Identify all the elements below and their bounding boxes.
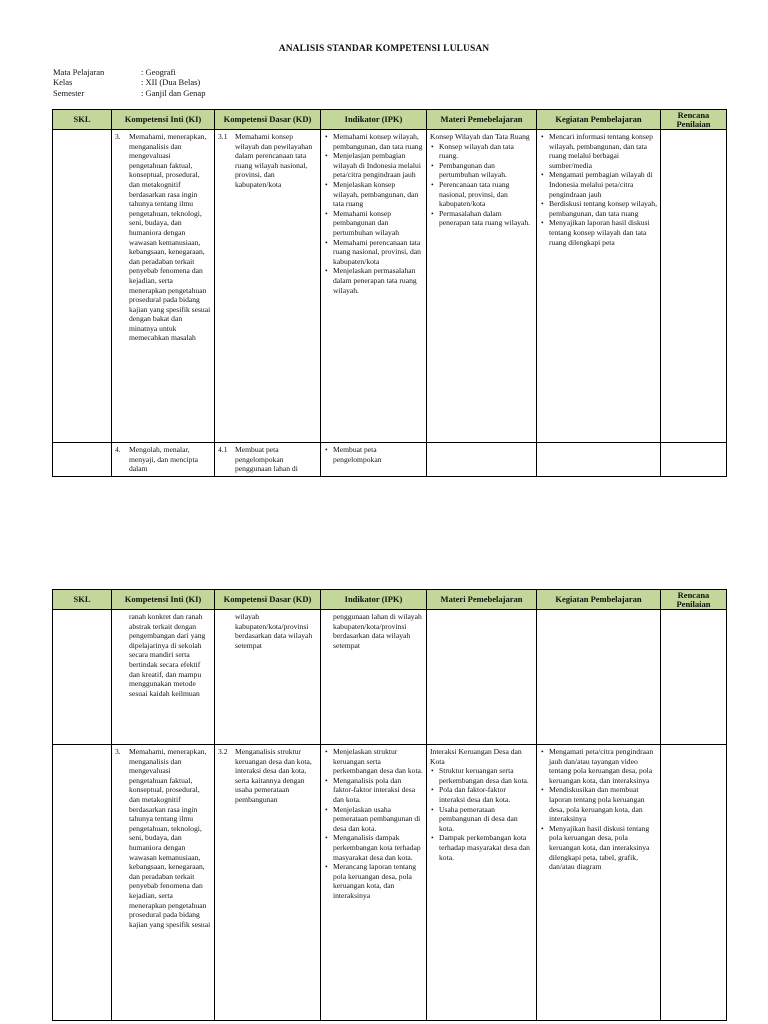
ki-cell bbox=[112, 130, 215, 443]
header-penilaian: Rencana Penilaian bbox=[661, 590, 727, 610]
header-kd: Kompetensi Dasar (KD) bbox=[215, 590, 321, 610]
kegiatan-cell bbox=[537, 130, 661, 443]
meta-value: : Ganjil dan Genap bbox=[141, 87, 206, 98]
ipk-cell bbox=[321, 610, 427, 745]
meta-label: Semester bbox=[53, 87, 85, 98]
list-item: • Menjelaskan permasalahan dalam penerapan tata ruang wilayah. bbox=[324, 266, 423, 295]
kegiatan-cell bbox=[537, 443, 661, 477]
kegiatan-cell bbox=[537, 745, 661, 1021]
ki-number: 3. bbox=[115, 132, 121, 141]
list-item: • Pembangunan dan pertumbuhan wilayah. bbox=[430, 161, 533, 180]
kd-cell bbox=[215, 443, 321, 477]
penilaian-cell bbox=[661, 130, 727, 443]
kegiatan-cell bbox=[537, 610, 661, 745]
kd-text: Memahami konsep wilayah dan pewilayahan dalam perencanaan tata ruang wilayah nasional, provinsi, dan kabupaten/kota bbox=[235, 132, 313, 189]
ki-text: Memahami, menerapkan, menganalisis dan mengevaluasi pengetahuan faktual, konseptual, prosedural, dan metakognitif berdasarkan rasa ingin tahunya tentang ilmu pengetahuan, teknologi, seni, budaya, dan humaniora dengan wawasan kemanusiaan, kebangsaan, kenegaraan, dan peradaban terkait penyebab fenomena dan kejadian, serta menerapkan pengetahuan prosedural pada bidang kajian yang spesifik sesuai dengan bakat dan minatnya untuk memecahkan masalah bbox=[129, 132, 211, 343]
ki-cell bbox=[112, 610, 215, 745]
header-materi: Materi Pemebelajaran bbox=[427, 590, 537, 610]
list-item: • Dampak perkembangan kota terhadap masyarakat desa dan kota. bbox=[430, 833, 533, 862]
materi-title: Konsep Wilayah dan Tata Ruang bbox=[430, 132, 530, 141]
header-ki: Kompetensi Inti (KI) bbox=[112, 110, 215, 130]
meta-row-subject bbox=[53, 67, 205, 77]
ipk-text: penggunaan lahan di wilayah kabupaten/kota/provinsi berdasarkan data wilayah setempat bbox=[333, 612, 422, 650]
list-item: • Menganalisis pola dan faktor-faktor interaksi desa dan kota. bbox=[324, 776, 423, 805]
ki-number: 4. bbox=[115, 445, 121, 454]
list-item: • Merancang laporan tentang pola keruangan desa, pola keruangan kota, dan interaksinya bbox=[324, 862, 423, 900]
materi-cell bbox=[427, 130, 537, 443]
penilaian-cell bbox=[661, 443, 727, 477]
materi-title: Interaksi Keruangan Desa dan Kota bbox=[430, 747, 522, 766]
table-row bbox=[53, 610, 727, 745]
skl-cell bbox=[53, 443, 112, 477]
list-item: • Menjelaskan konsep wilayah, pembangunan, dan tata ruang bbox=[324, 180, 423, 209]
list-item: • Menganalisis dampak perkembangan kota terhadap masyarakat desa dan kota. bbox=[324, 833, 423, 862]
materi-cell bbox=[427, 745, 537, 1021]
header-materi: Materi Pemebelajaran bbox=[427, 110, 537, 130]
ki-text: Memahami, menerapkan, menganalisis dan mengevaluasi pengetahuan faktual, konseptual, prosedural, dan metakognitif berdasarkan rasa ingin tahunya tentang ilmu pengetahuan, teknologi, seni, budaya, dan humaniora dengan wawasan kemanusiaan, kebangsaan, kenegaraan, dan peradaban terkait penyebab fenomena dan kejadian, serta menerapkan pengetahuan prosedural pada bidang kajian yang spesifik sesuai bbox=[129, 747, 211, 929]
ki-text: Mengolah, menalar, menyaji, dan mencipta dalam bbox=[129, 445, 198, 474]
table-header-row bbox=[53, 110, 727, 130]
kd-cell bbox=[215, 745, 321, 1021]
list-item: • Menjelaskan usaha pemerataan pembangunan di desa dan kota. bbox=[324, 805, 423, 834]
ki-text: ranah konkret dan ranah abstrak terkait dengan pengembangan dari yang dipelajarinya di sekolah secara mandiri serta bertindak secara efektif dan kreatif, dan mampu menggunakan metode sesuai kaidah keilmuan bbox=[129, 612, 206, 698]
meta-label: Kelas bbox=[53, 77, 73, 88]
header-skl: SKL bbox=[53, 110, 112, 130]
list-item: • Mengamati pembagian wilayah di Indonesia melalui peta/citra pengindraan jauh bbox=[540, 170, 657, 199]
header-skl: SKL bbox=[53, 590, 112, 610]
materi-cell bbox=[427, 610, 537, 745]
header-kd: Kompetensi Dasar (KD) bbox=[215, 110, 321, 130]
meta-value: : Geografi bbox=[141, 67, 176, 77]
header-ki: Kompetensi Inti (KI) bbox=[112, 590, 215, 610]
ki-cell bbox=[112, 745, 215, 1021]
kd-text: Menganalisis struktur keruangan desa dan kota, interaksi desa dan kota, serta kaitannya dengan usaha pemerataan pembangunan bbox=[235, 747, 312, 804]
kd-text: wilayah kabupaten/kota/provinsi berdasarkan data wilayah setempat bbox=[235, 612, 313, 650]
list-item: • Memahami konsep pembangunan dan pertumbuhan wilayah bbox=[324, 209, 423, 238]
list-item: • Struktur keruangan serta perkembangan desa dan kota. bbox=[430, 766, 533, 785]
table-row bbox=[53, 745, 727, 1021]
penilaian-cell bbox=[661, 745, 727, 1021]
penilaian-cell bbox=[661, 610, 727, 745]
list-item: • Menjelaskan struktur keruangan serta perkembangan desa dan kota. bbox=[324, 747, 423, 776]
subject-info bbox=[53, 67, 205, 98]
list-item: • Perencanaan tata ruang nasional, provinsi, dan kabupaten/kota bbox=[430, 180, 533, 209]
kd-number: 4.1 bbox=[218, 445, 228, 454]
header-kegiatan: Kegiatan Pembelajaran bbox=[537, 110, 661, 130]
kd-cell bbox=[215, 610, 321, 745]
ki-number: 3. bbox=[115, 747, 121, 756]
document-title: ANALISIS STANDAR KOMPETENSI LULUSAN bbox=[278, 44, 490, 54]
kd-cell bbox=[215, 130, 321, 443]
list-item: • Memahami perencanaan tata ruang nasional, provinsi, dan kabupaten/kota bbox=[324, 238, 423, 267]
list-item: • Menyajikan hasil diskusi tentang pola keruangan desa, pola keruangan kota, dan interaksinya dilengkapi peta, tabel, grafik, dan/atau diagram bbox=[540, 824, 657, 872]
meta-row-semester bbox=[53, 88, 205, 98]
table-header-row bbox=[53, 590, 727, 610]
ipk-cell bbox=[321, 443, 427, 477]
meta-row-class bbox=[53, 77, 205, 87]
list-item: • Menyajikan laporan hasil diskusi tentang konsep wilayah dan tata ruang dilengkapi peta bbox=[540, 218, 657, 247]
list-item: • Menjelasjan pembagian wilayah di Indonesia melalui peta/citra pengindraan jauh bbox=[324, 151, 423, 180]
header-ipk: Indikator (IPK) bbox=[321, 590, 427, 610]
skl-table-page-2 bbox=[52, 589, 727, 1021]
table-row bbox=[53, 443, 727, 477]
list-item: • Memahami konsep wilayah, pembangunan, dan tata ruang bbox=[324, 132, 423, 151]
kd-number: 3.2 bbox=[218, 747, 228, 756]
table-row bbox=[53, 130, 727, 443]
meta-value: : XII (Dua Belas) bbox=[141, 77, 201, 88]
ipk-cell bbox=[321, 130, 427, 443]
header-penilaian: Rencana Penilaian bbox=[661, 110, 727, 130]
list-item: • Permasalahan dalam penerapan tata ruang wilayah. bbox=[430, 209, 533, 228]
list-item: • Mendiskusikan dan membuat laporan tentang pola keruangan desa, pola keruangan kota, dan interaksinya bbox=[540, 785, 657, 823]
kd-number: 3.1 bbox=[218, 132, 228, 141]
meta-label: Mata Pelajaran bbox=[53, 67, 105, 77]
skl-cell bbox=[53, 745, 112, 1021]
list-item: • Mengamati peta/citra pengindraan jauh dan/atau tayangan video tentang pola keruangan desa, pola keruangan kota, dan interaksinya bbox=[540, 747, 657, 785]
list-item: • Konsep wilayah dan tata ruang. bbox=[430, 142, 533, 161]
skl-table-page-1 bbox=[52, 109, 727, 477]
header-kegiatan: Kegiatan Pembelajaran bbox=[537, 590, 661, 610]
kd-text: Membuat peta pengelompokan penggunaan lahan di bbox=[235, 445, 298, 474]
skl-cell bbox=[53, 610, 112, 745]
list-item: • Usaha pemerataan pembangunan di desa dan kota. bbox=[430, 805, 533, 834]
list-item: • Membuat peta pengelompokan bbox=[324, 445, 423, 464]
header-ipk: Indikator (IPK) bbox=[321, 110, 427, 130]
materi-cell bbox=[427, 443, 537, 477]
list-item: • Pola dan faktor-faktor interaksi desa dan kota. bbox=[430, 785, 533, 804]
list-item: • Mencari informasi tentang konsep wilayah, pembangunan, dan tata ruang melalui berbagai sumber/media bbox=[540, 132, 657, 170]
skl-cell bbox=[53, 130, 112, 443]
list-item: • Berdiskusi tentang konsep wilayah, pembangunan, dan tata ruang bbox=[540, 199, 657, 218]
ki-cell bbox=[112, 443, 215, 477]
ipk-cell bbox=[321, 745, 427, 1021]
